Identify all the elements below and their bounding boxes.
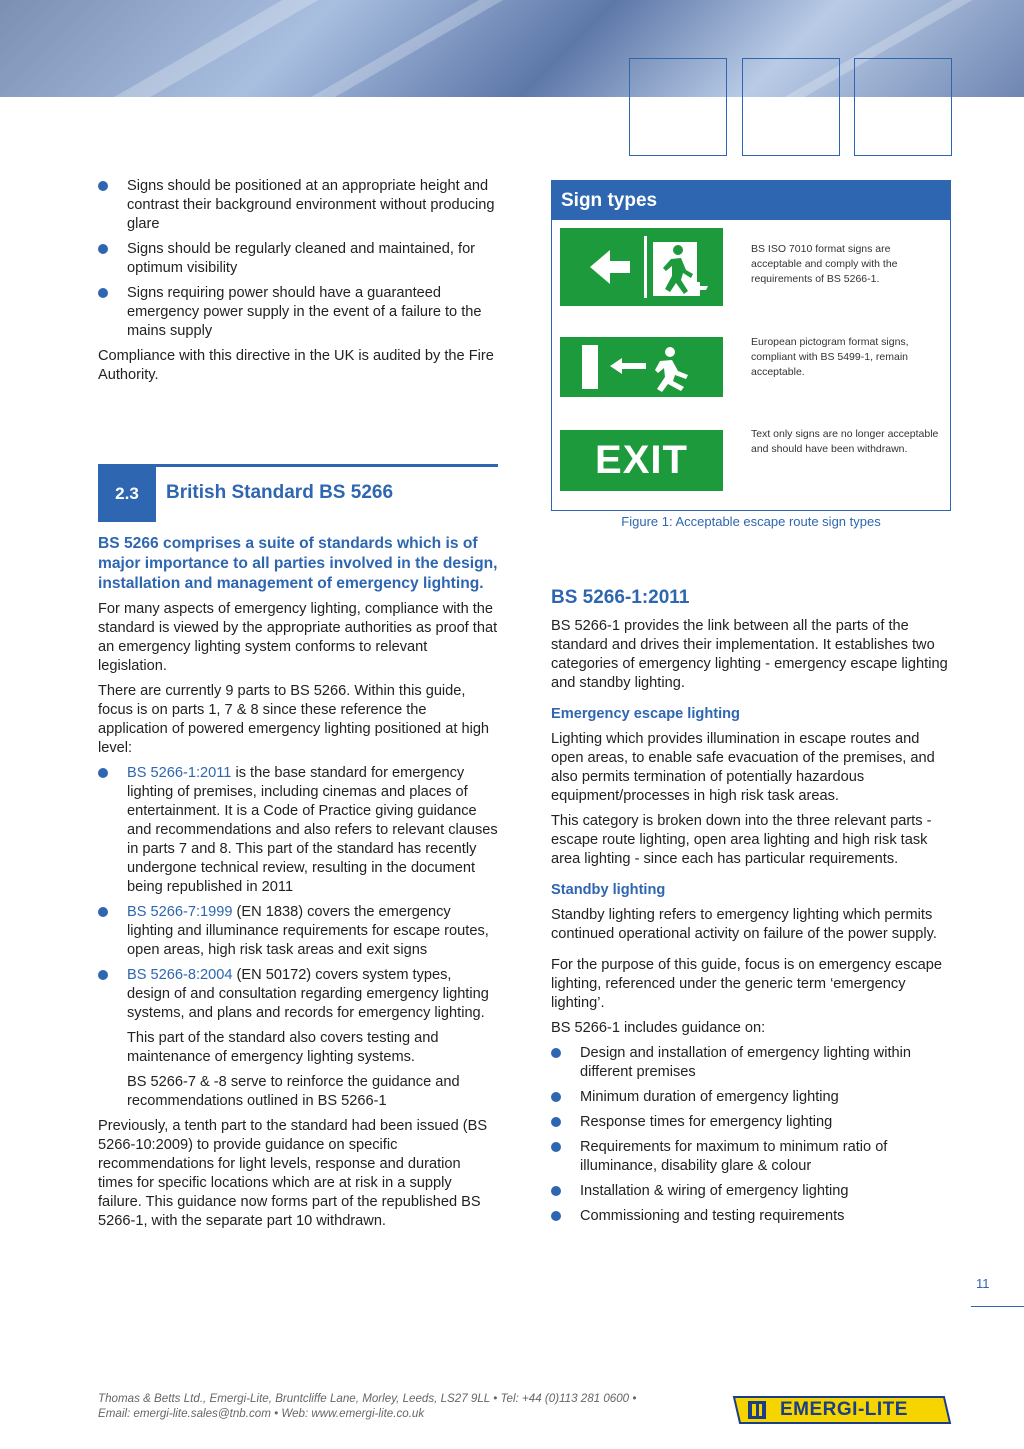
list-item (98, 764, 498, 897)
section-number: 2.3 (98, 464, 156, 522)
decorative-square-3 (854, 58, 952, 156)
list-item: Signs should be positioned at an appropriate height and contrast their background environment without producing glare (98, 177, 498, 234)
list-item: Installation & wiring of emergency lighting (551, 1182, 951, 1201)
sign-note-european: European pictogram format signs, compliant with BS 5499-1, remain acceptable. (751, 336, 909, 378)
footer-contact (98, 1391, 636, 1421)
part8-extra: This part of the standard also covers testing and maintenance of emergency lighting systems. (127, 1030, 439, 1065)
list-item (98, 903, 498, 960)
list-item: Signs should be regularly cleaned and maintained, for optimum visibility (98, 240, 498, 278)
page-number-rule (971, 1306, 1024, 1307)
paragraph: Lighting which provides illumination in escape routes and open areas, to enable safe evacuation of the premises, and also permits termination of potentially hazardous equipment/processes in high risk task areas. (551, 731, 935, 804)
footer-address: Thomas & Betts Ltd., Emergi-Lite, Bruntcliffe Lane, Morley, Leeds, LS27 9LL • Tel: +44 (0)113 281 0600 • (98, 1392, 637, 1405)
list-item: Response times for emergency lighting (551, 1113, 951, 1132)
part-code: BS 5266-1:2011 (127, 765, 232, 781)
subheading-emergency-escape: Emergency escape lighting (551, 706, 740, 722)
exit-text: EXIT (595, 438, 688, 482)
paragraph: This category is broken down into the three relevant parts - escape route lighting, open area lighting and high risk task area lighting - since each has particular requirements. (551, 813, 932, 867)
paragraph: Standby lighting refers to emergency lighting which permits continued operational activity on failure of the power supply. (551, 907, 937, 942)
logo-text: EMERGI-LITE (780, 1399, 908, 1420)
part-description: (EN 1838) covers the emergency lighting and illuminance requirements for escape routes, open areas, high risk task areas and exit signs (127, 904, 489, 958)
text-only-sign (560, 430, 723, 491)
figure-caption: Figure 1: Acceptable escape route sign types (621, 514, 881, 529)
paragraph: BS 5266-1 provides the link between all the parts of the standard and drives their implementation. It establishes two categories of emergency lighting - emergency escape lighting and standby lighting. (551, 618, 948, 691)
intro-bullet-list (98, 177, 498, 341)
list-item: Minimum duration of emergency lighting (551, 1088, 951, 1107)
page-number: 11 (976, 1276, 990, 1291)
part-code: BS 5266-8:2004 (127, 967, 233, 983)
section-header (98, 464, 498, 522)
arrow-left-running-man-icon (560, 228, 723, 306)
footer-email-web: Email: emergi-lite.sales@tnb.com • Web: www.emergi-lite.co.uk (98, 1407, 425, 1420)
left-intro (98, 177, 498, 391)
subsection-heading: BS 5266-1:2011 (551, 587, 690, 608)
parts-list (98, 764, 498, 1023)
sign-types-box (551, 180, 951, 511)
part-description: is the base standard for emergency lighting of premises, including cinemas and places of entertainment. It is a Code of Practice giving guidance and recommendations and also refers to relevant clauses in parts 7 and 8. This part of the standard has recently undergone technical review, resulting in the document being republished in 2011 (127, 765, 498, 895)
section-rule (98, 464, 498, 467)
paragraph: For the purpose of this guide, focus is on emergency escape lighting, referenced under the generic term ‘emergency lighting’. (551, 957, 943, 1011)
list-item (98, 966, 498, 1023)
list-item: Signs requiring power should have a guaranteed emergency power supply in the event of a failure to the mains supply (98, 284, 498, 341)
list-item: Commissioning and testing requirements (551, 1207, 951, 1226)
sign-types-title: Sign types (552, 181, 950, 220)
paragraph: There are currently 9 parts to BS 5266. Within this guide, focus is on parts 1, 7 & 8 since these reference the application of powered emergency lighting positioned at high level: (98, 683, 490, 756)
paragraph: BS 5266-1 includes guidance on: (551, 1020, 766, 1036)
subheading-standby: Standby lighting (551, 882, 666, 898)
paragraph: For many aspects of emergency lighting, compliance with the standard is viewed by the appropriate authorities as proof that an emergency lighting system conforms to relevant legislation. (98, 601, 498, 674)
list-item: Requirements for maximum to minimum ratio of illuminance, disability glare & colour (551, 1138, 951, 1176)
decorative-square-1 (629, 58, 727, 156)
part-code: BS 5266-7:1999 (127, 904, 233, 920)
part8-extra: BS 5266-7 & -8 serve to reinforce the guidance and recommendations outlined in BS 5266-1 (127, 1074, 460, 1109)
section-title: British Standard BS 5266 (166, 482, 394, 503)
list-item: Design and installation of emergency lighting within different premises (551, 1044, 951, 1082)
sign-note-iso: BS ISO 7010 format signs are acceptable and comply with the requirements of BS 5266-1. (751, 243, 898, 285)
decorative-square-2 (742, 58, 840, 156)
sign-note-text-only: Text only signs are no longer acceptable and should have been withdrawn. (751, 428, 939, 455)
left-body (98, 534, 498, 1237)
lead-paragraph: BS 5266 comprises a suite of standards which is of major importance to all parties involved in the design, installation and management of emergency lighting. (98, 535, 498, 592)
emergi-lite-logo (732, 1395, 952, 1425)
paragraph: Previously, a tenth part to the standard had been issued (BS 5266-10:2009) to provide guidance on specific recommendations for light levels, response and duration times for specific locations which are at risk in a supply failure. This guidance now forms part of the republished BS 5266-1, with the separate part 10 withdrawn. (98, 1118, 488, 1229)
door-arrow-running-man-icon (560, 337, 723, 397)
part-description: (EN 50172) covers system types, design of and consultation regarding emergency lighting systems, and plans and records for emergency lighting. (127, 967, 489, 1021)
guidance-list (551, 1044, 951, 1226)
european-pictogram-sign (560, 337, 723, 397)
iso-7010-sign (560, 228, 723, 306)
right-body (551, 588, 951, 1232)
compliance-text: Compliance with this directive in the UK is audited by the Fire Authority. (98, 348, 494, 383)
